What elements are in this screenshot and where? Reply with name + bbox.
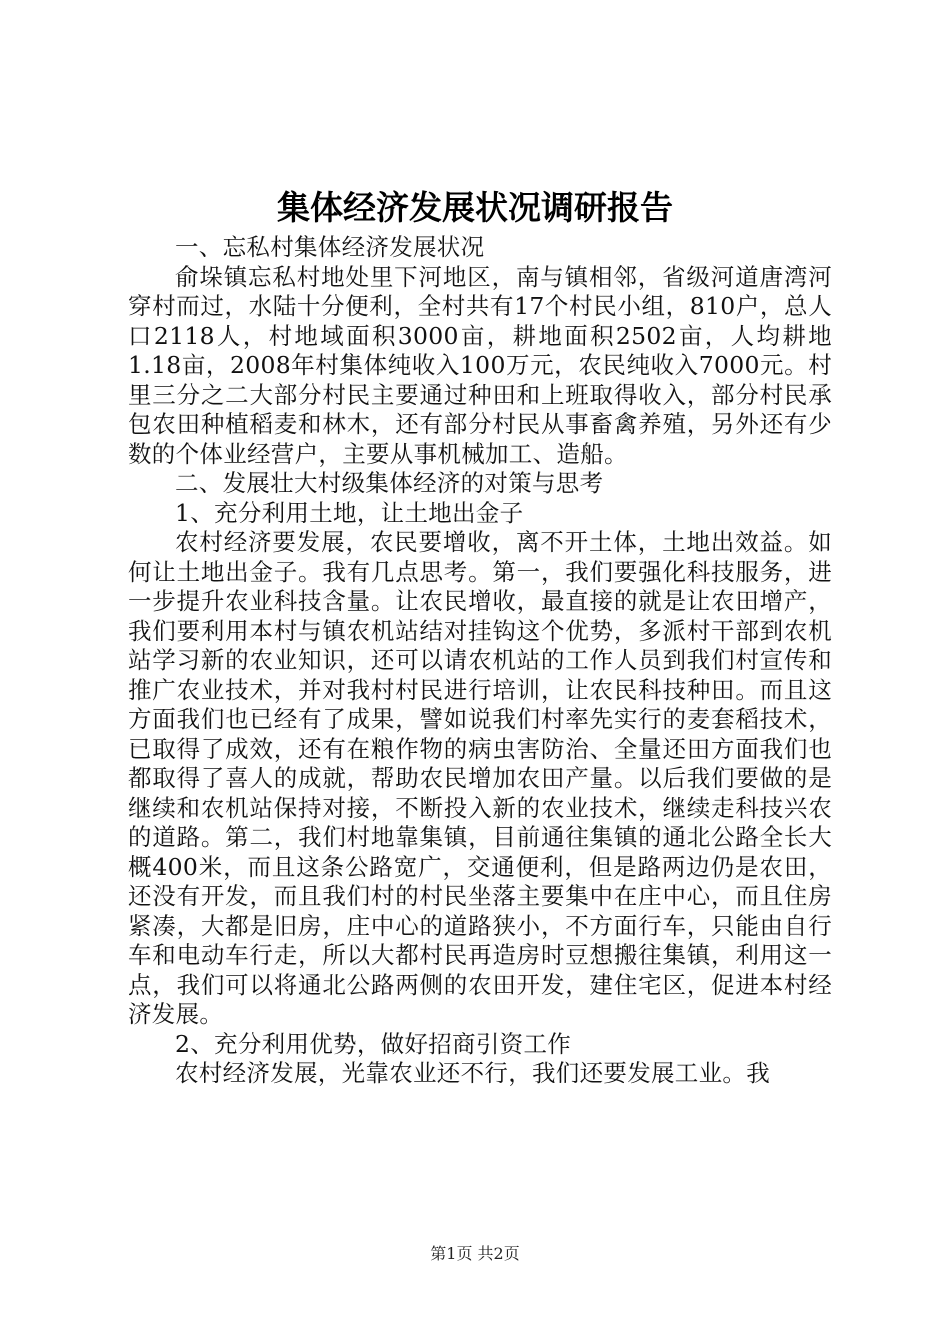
page-number-footer: 第1页 共2页 bbox=[430, 1244, 520, 1263]
subsection-heading-2: 2、充分利用优势，做好招商引资工作 bbox=[175, 1029, 572, 1058]
paragraph-industry: 农村经济发展，光靠农业还不行，我们还要发展工业。我 bbox=[175, 1059, 770, 1087]
paragraph-land-use: 农村经济要发展，农民要增收，离不开土体，土地出效益。如何让土地出金子。我有几点思考。第一，我们要强化科技服务，进一步提升农业科技含量。让农民增收，最直接的就是让农田增产，我们要利用本村与镇农机站结对挂钩这个优势，多派村干部到农机站学习新的农业知识，还可以请农机站的工作人员到我们村宣传和推广农业技术，并对我村村民进行培训，让农民科技种田。而且这方面我们也已经有了成果，譬如说我们村率先实行的麦套稻技术，已取得了成效，还有在粮作物的病虫害防治、全量还田方面我们也都取得了喜人的成就，帮助农民增加农田产量。以后我们要做的是继续和农机站保持对接，不断投入新的农业技术，继续走科技兴农的道路。第二，我们村地靠集镇，目前通往集镇的通北公路全长大概400米，而且这条公路宽广，交通便利，但是路两边仍是农田，还没有开发，而且我们村的村民坐落主要集中在庄中心，而且住房紧凑，大都是旧房，庄中心的道路狭小，不方面行车，只能由自行车和电动车行走，所以大都村民再造房时豆想搬往集镇，利用这一点，我们可以将通北公路两侧的农田开发，建住宅区，促进本村经济发展。 bbox=[128, 528, 832, 1028]
section-heading-1: 一、忘私村集体经济发展状况 bbox=[175, 233, 485, 261]
subsection-heading-1: 1、充分利用土地，让土地出金子 bbox=[175, 498, 524, 527]
document-title: 集体经济发展状况调研报告 bbox=[277, 188, 673, 227]
document-body bbox=[128, 233, 832, 1089]
section-heading-2: 二、发展壮大村级集体经济的对策与思考 bbox=[175, 469, 604, 497]
paragraph-village-overview: 俞垛镇忘私村地处里下河地区，南与镇相邻，省级河道唐湾河穿村而过，水陆十分便利，全村共有17个村民小组，810户，总人口2118人，村地域面积3000亩，耕地面积2502亩，人均耕地1.18亩，2008年村集体纯收入100万元，农民纯收入7000元。村里三分之二大部分村民主要通过种田和上班取得收入，部分村民承包农田种植稻麦和林木，还有部分村民从事畜禽养殖，另外还有少数的个体业经营户，主要从事机械加工、造船。 bbox=[128, 262, 832, 468]
